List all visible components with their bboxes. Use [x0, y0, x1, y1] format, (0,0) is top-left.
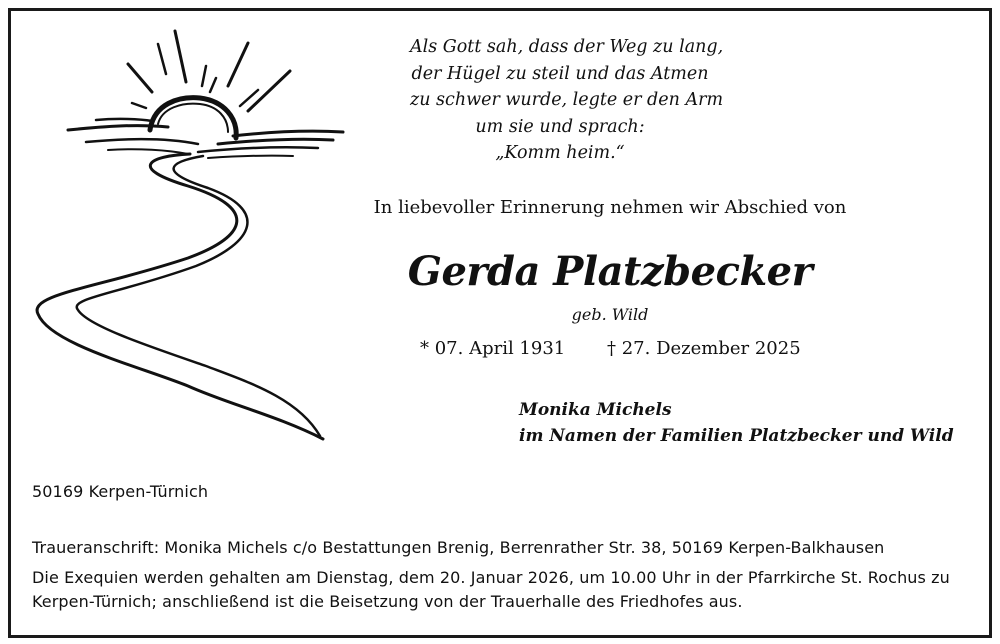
sunset-path-icon — [28, 26, 348, 444]
location: 50169 Kerpen-Türnich — [32, 482, 209, 501]
exequien-line: Die Exequien werden gehalten am Dienstag, dem 20. Januar 2026, um 10.00 Uhr in der Pfarrkirche St. Rochus zu — [32, 568, 950, 587]
poem-line: Als Gott sah, dass der Weg zu lang, — [410, 37, 724, 57]
death-date: † 27. Dezember 2025 — [607, 338, 801, 359]
poem-line: zu schwer wurde, legte er den Arm — [410, 90, 724, 110]
life-dates — [420, 338, 820, 359]
poem — [410, 34, 724, 167]
poem-line: um sie und sprach: — [475, 116, 645, 137]
mourning-address: Traueranschrift: Monika Michels c/o Bestattungen Brenig, Berrenrather Str. 38, 50169 Kerpen-Balkhausen — [32, 538, 885, 557]
birth-date: * 07. April 1931 — [420, 338, 566, 359]
signature-name: Monika Michels — [519, 400, 672, 420]
poem-line: „Komm heim.“ — [495, 143, 625, 163]
signature-family: im Namen der Familien Platzbecker und Wild — [519, 426, 954, 446]
exequien-line: Kerpen-Türnich; anschließend ist die Beisetzung von der Trauerhalle des Friedhofes aus. — [32, 592, 743, 611]
deceased-name: Gerda Platzbecker — [407, 248, 813, 295]
birth-name: geb. Wild — [571, 305, 649, 324]
exequien-info — [32, 566, 962, 614]
poem-line: der Hügel zu steil und das Atmen — [411, 63, 709, 84]
intro-text: In liebevoller Erinnerung nehmen wir Abschied von — [373, 197, 847, 218]
signature — [519, 397, 959, 449]
